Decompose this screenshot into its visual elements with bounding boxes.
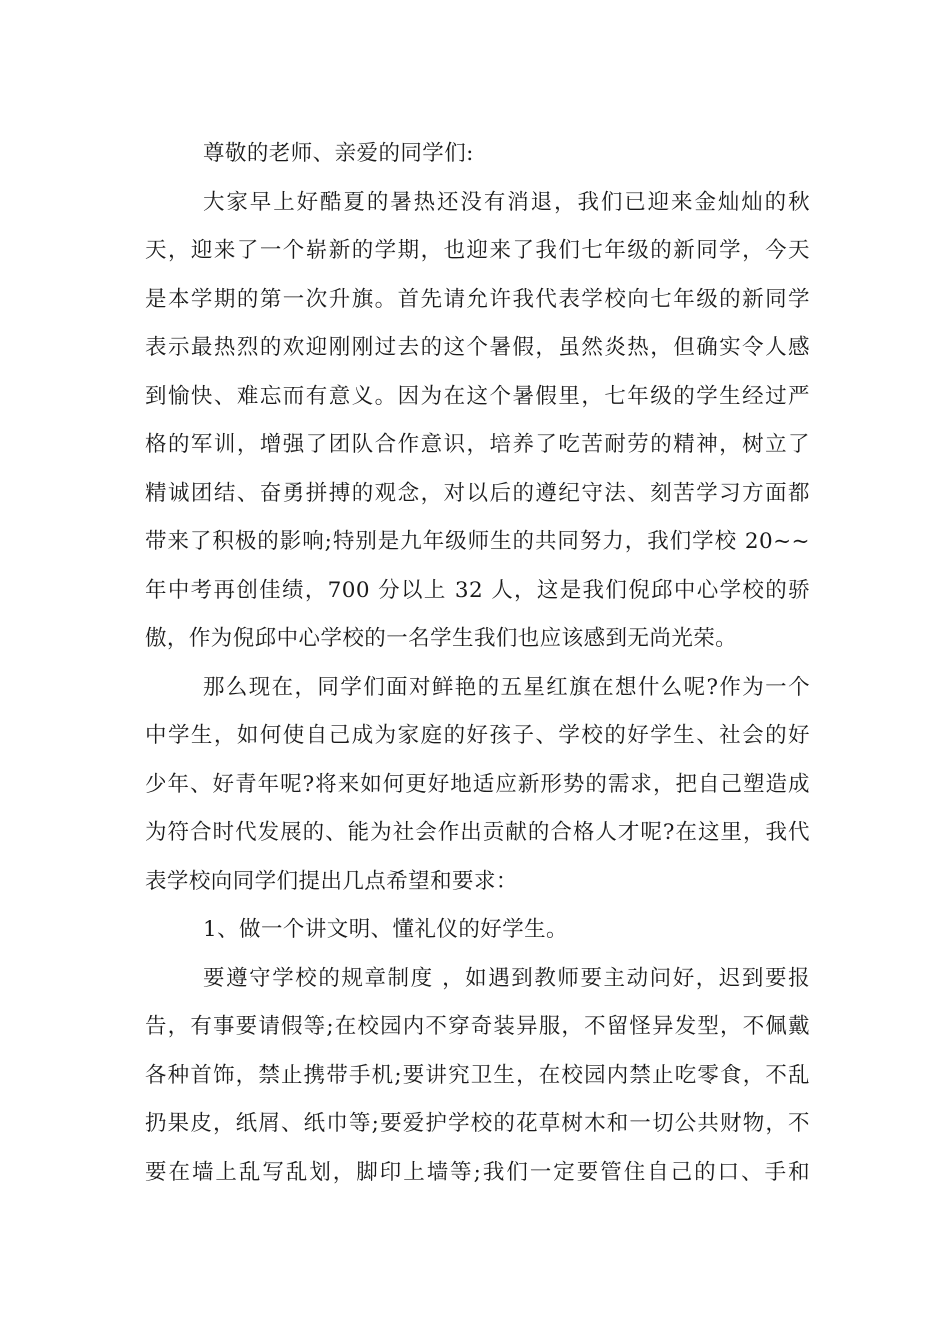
- paragraph-line: 年中考再创佳绩，700 分以上 32 人，这是我们倪邱中心学校的骄: [145, 577, 810, 603]
- paragraph-line: 中学生，如何使自己成为家庭的好孩子、学校的好学生、社会的好: [145, 723, 810, 748]
- paragraph-line: 带来了积极的影响;特别是九年级师生的共同努力，我们学校 20~~: [145, 529, 810, 554]
- paragraph-line: 大家早上好酷夏的暑热还没有消退，我们已迎来金灿灿的秋: [203, 189, 810, 215]
- paragraph-line: 少年、好青年呢?将来如何更好地适应新形势的需求，把自己塑造成: [145, 771, 810, 797]
- paragraph-line: 告，有事要请假等;在校园内不穿奇装异服，不留怪异发型，不佩戴: [145, 1014, 810, 1039]
- paragraph-line: 表示最热烈的欢迎刚刚过去的这个暑假，虽然炎热，但确实令人感: [145, 335, 810, 360]
- paragraph-line: 为符合时代发展的、能为社会作出贡献的合格人才呢?在这里，我代: [145, 820, 810, 845]
- paragraph-line: 到愉快、难忘而有意义。因为在这个暑假里，七年级的学生经过严: [145, 383, 810, 409]
- paragraph-line: 那么现在，同学们面对鲜艳的五星红旗在想什么呢?作为一个: [203, 674, 810, 700]
- document-body: [145, 130, 810, 1197]
- paragraph-line: 傲，作为倪邱中心学校的一名学生我们也应该感到无尚光荣。: [145, 626, 738, 651]
- paragraph-line: 扔果皮，纸屑、纸巾等;要爱护学校的花草树木和一切公共财物，不: [145, 1111, 810, 1136]
- paragraph-line: 是本学期的第一次升旗。首先请允许我代表学校向七年级的新同学: [145, 286, 810, 312]
- paragraph-line: 格的军训，增强了团队合作意识，培养了吃苦耐劳的精神，树立了: [145, 432, 810, 457]
- paragraph-line: 精诚团结、奋勇拼搏的观念，对以后的遵纪守法、刻苦学习方面都: [145, 480, 810, 506]
- paragraph-line: 天，迎来了一个崭新的学期，也迎来了我们七年级的新同学，今天: [145, 238, 810, 263]
- section-heading: 1、做一个讲文明、懂礼仪的好学生。: [203, 917, 568, 942]
- paragraph-line: 各种首饰，禁止携带手机;要讲究卫生，在校园内禁止吃零食，不乱: [145, 1062, 810, 1088]
- paragraph-line: 表学校向同学们提出几点希望和要求：: [145, 868, 518, 894]
- paragraph-line: 要遵守学校的规章制度 ，如遇到教师要主动问好，迟到要报: [203, 965, 810, 991]
- paragraph-line: 要在墙上乱写乱划，脚印上墙等;我们一定要管住自己的口、手和: [145, 1159, 810, 1185]
- salutation: 尊敬的老师、亲爱的同学们:: [203, 141, 474, 166]
